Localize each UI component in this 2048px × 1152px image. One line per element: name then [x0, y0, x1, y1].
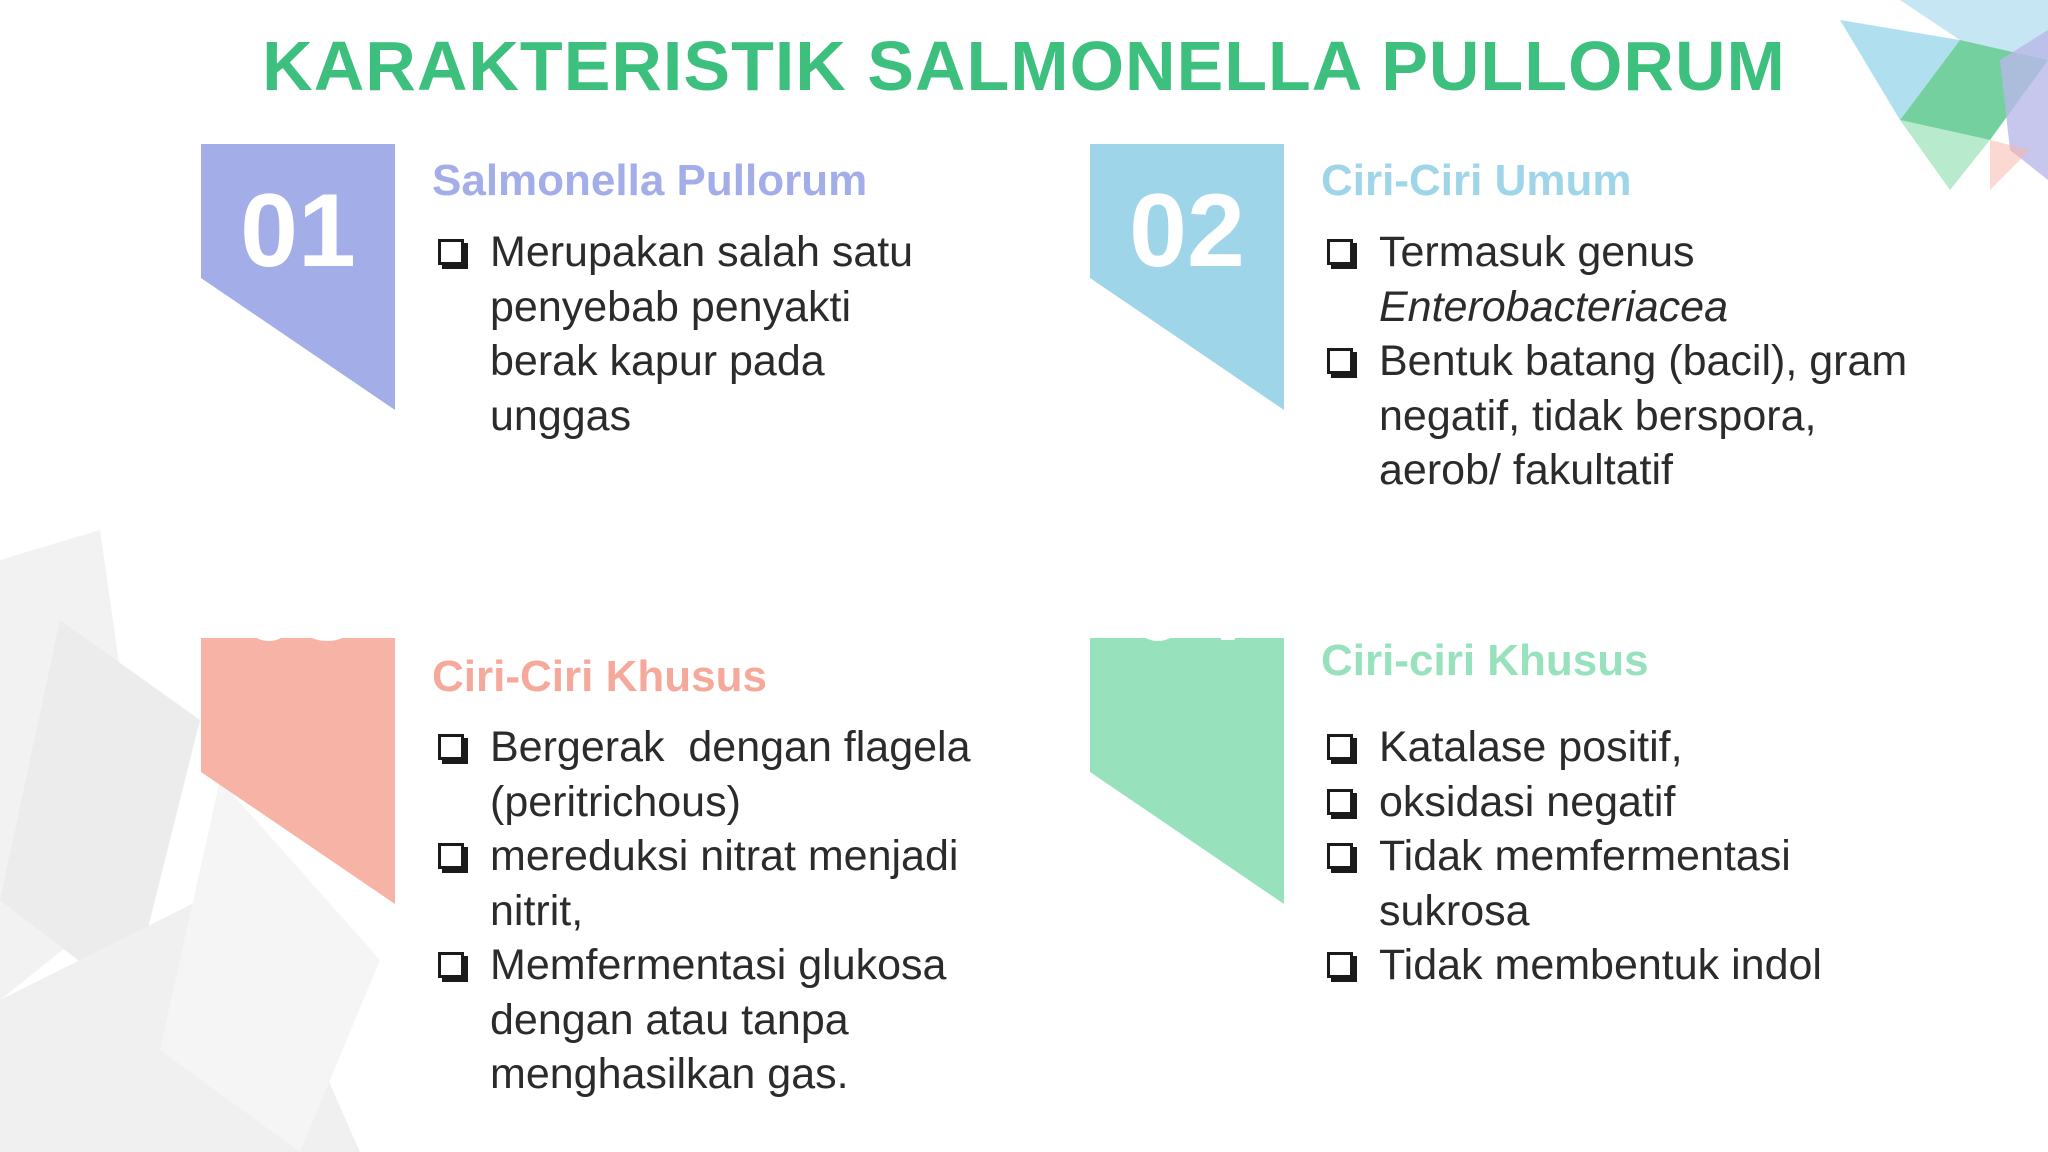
- checkbox-bullet-icon: [1327, 789, 1353, 815]
- page-title: KARAKTERISTIK SALMONELLA PULLORUM: [262, 27, 1786, 105]
- card-heading-4: Ciri-ciri Khusus: [1321, 636, 1649, 685]
- card-heading-1: Salmonella Pullorum: [432, 156, 868, 205]
- card-list-3: [432, 720, 1052, 1102]
- card-list-1: [432, 225, 1012, 443]
- badge-number: 04: [1129, 547, 1245, 663]
- checkbox-bullet-icon: [1327, 952, 1353, 978]
- badge-shape: [201, 638, 395, 904]
- number-badge-03: [201, 547, 395, 904]
- card-heading-2: Ciri-Ciri Umum: [1321, 156, 1632, 205]
- checkbox-bullet-icon: [438, 952, 464, 978]
- badge-number: 02: [1129, 173, 1245, 289]
- badge-number: 01: [240, 173, 356, 289]
- number-badge-02: [1090, 144, 1284, 410]
- card-heading-3: Ciri-Ciri Khusus: [432, 652, 767, 701]
- checkbox-bullet-icon: [438, 734, 464, 760]
- number-badge-04: [1090, 547, 1284, 904]
- checkbox-bullet-icon: [438, 843, 464, 869]
- list-item: oksidasi negatif: [1321, 775, 1981, 830]
- list-item: Bergerak dengan flagela (peritrichous): [432, 720, 1052, 829]
- list-item: mereduksi nitrat menjadi nitrit,: [432, 829, 1052, 938]
- list-item: Termasuk genus Enterobacteriacea: [1321, 225, 2021, 334]
- list-item: Tidak memfermentasi sukrosa: [1321, 829, 1981, 938]
- card-list-4: [1321, 720, 1981, 993]
- checkbox-bullet-icon: [1327, 239, 1353, 265]
- number-badge-01: [201, 144, 395, 410]
- checkbox-bullet-icon: [438, 239, 464, 265]
- badge-shape: [1090, 638, 1284, 904]
- card-list-2: [1321, 225, 2021, 498]
- checkbox-bullet-icon: [1327, 734, 1353, 760]
- list-item: Merupakan salah satu penyebab penyakti berak kapur pada unggas: [432, 225, 1012, 443]
- list-item: Memfermentasi glukosa dengan atau tanpa menghasilkan gas.: [432, 938, 1052, 1102]
- list-item: Bentuk batang (bacil), gram negatif, tidak berspora, aerob/ fakultatif: [1321, 334, 2021, 498]
- list-item: Tidak membentuk indol: [1321, 938, 1981, 993]
- checkbox-bullet-icon: [1327, 348, 1353, 374]
- checkbox-bullet-icon: [1327, 843, 1353, 869]
- badge-number: 03: [240, 547, 356, 663]
- list-item: Katalase positif,: [1321, 720, 1981, 775]
